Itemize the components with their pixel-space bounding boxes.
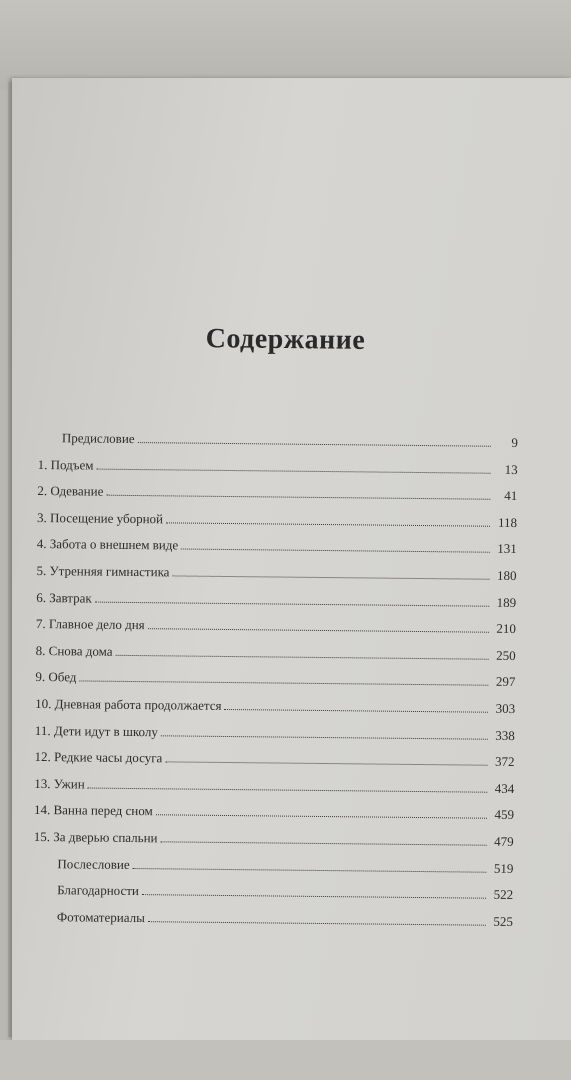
dot-leader <box>161 735 488 739</box>
toc-entry-page-number: 189 <box>496 594 517 610</box>
dot-leader <box>161 841 487 845</box>
toc-entry-label: 14. Ванна перед сном <box>33 802 153 819</box>
toc-entry-page-number: 118 <box>497 514 518 530</box>
dot-leader <box>79 681 488 686</box>
dot-leader <box>142 894 486 899</box>
dot-leader <box>116 655 489 660</box>
table-of-contents <box>33 430 518 940</box>
dot-leader <box>181 549 490 553</box>
toc-entry-page-number: 41 <box>504 488 518 504</box>
toc-entry-label: 9. Обед <box>35 669 77 685</box>
toc-entry-label: 5. Утренняя гимнастика <box>36 562 170 580</box>
dot-leader <box>166 522 490 526</box>
toc-entry-page-number: 479 <box>494 833 514 849</box>
dot-leader <box>165 761 487 765</box>
toc-entry-label: Благодарности <box>57 882 140 899</box>
toc-entry-label: 2. Одевание <box>37 483 104 499</box>
toc-entry-page-number: 180 <box>496 567 517 583</box>
toc-entry-page-number: 210 <box>496 620 517 637</box>
toc-entry-page-number: 250 <box>496 647 516 663</box>
toc-entry-label: Послесловие <box>57 855 130 872</box>
dot-leader <box>148 921 486 926</box>
toc-entry-page-number: 522 <box>493 886 514 903</box>
toc-entry-page-number: 459 <box>494 807 515 823</box>
toc-entry <box>33 909 513 941</box>
dot-leader <box>96 468 490 473</box>
toc-entry-label: 15. За дверью спальни <box>33 828 158 846</box>
toc-entry-page-number: 372 <box>494 753 515 770</box>
dot-leader <box>88 787 488 792</box>
toc-entry-label: Фотоматериалы <box>56 908 145 925</box>
background-surface <box>0 0 571 90</box>
dot-leader <box>224 709 488 713</box>
toc-entry-page-number: 9 <box>511 434 518 451</box>
toc-entry-page-number: 297 <box>495 674 516 690</box>
toc-entry-label: 3. Посещение уборной <box>37 509 164 527</box>
toc-entry-label: 12. Редкие часы досуга <box>34 749 163 766</box>
dot-leader <box>95 601 489 606</box>
toc-entry-label: 11. Дети идут в школу <box>34 722 159 739</box>
toc-entry-page-number: 131 <box>497 541 517 557</box>
toc-entry-page-number: 519 <box>493 860 514 876</box>
toc-entry-label: 4. Забота о внешнем виде <box>36 536 179 553</box>
toc-entry-label: 6. Завтрак <box>36 589 92 606</box>
dot-leader <box>148 628 489 633</box>
background-surface-bottom <box>0 1040 571 1080</box>
dot-leader <box>172 575 489 579</box>
dot-leader <box>156 815 487 819</box>
toc-entry-label: 8. Снова дома <box>35 642 113 659</box>
toc-entry-label: 13. Ужин <box>34 775 85 792</box>
toc-entry-label: Предисловие <box>61 430 135 447</box>
page-title: Содержание <box>205 322 366 356</box>
dot-leader <box>133 868 487 873</box>
toc-entry-page-number: 13 <box>504 461 518 477</box>
toc-entry-label: 7. Главное дело дня <box>35 616 145 633</box>
toc-entry-page-number: 338 <box>495 727 515 743</box>
toc-entry-page-number: 303 <box>495 700 516 716</box>
toc-entry-label: 1. Подъем <box>37 456 94 473</box>
dot-leader <box>138 442 491 447</box>
dot-leader <box>106 495 490 500</box>
toc-entry-page-number: 525 <box>493 913 513 929</box>
toc-entry-page-number: 434 <box>494 780 515 796</box>
toc-entry-label: 10. Дневная работа продолжается <box>35 695 222 713</box>
